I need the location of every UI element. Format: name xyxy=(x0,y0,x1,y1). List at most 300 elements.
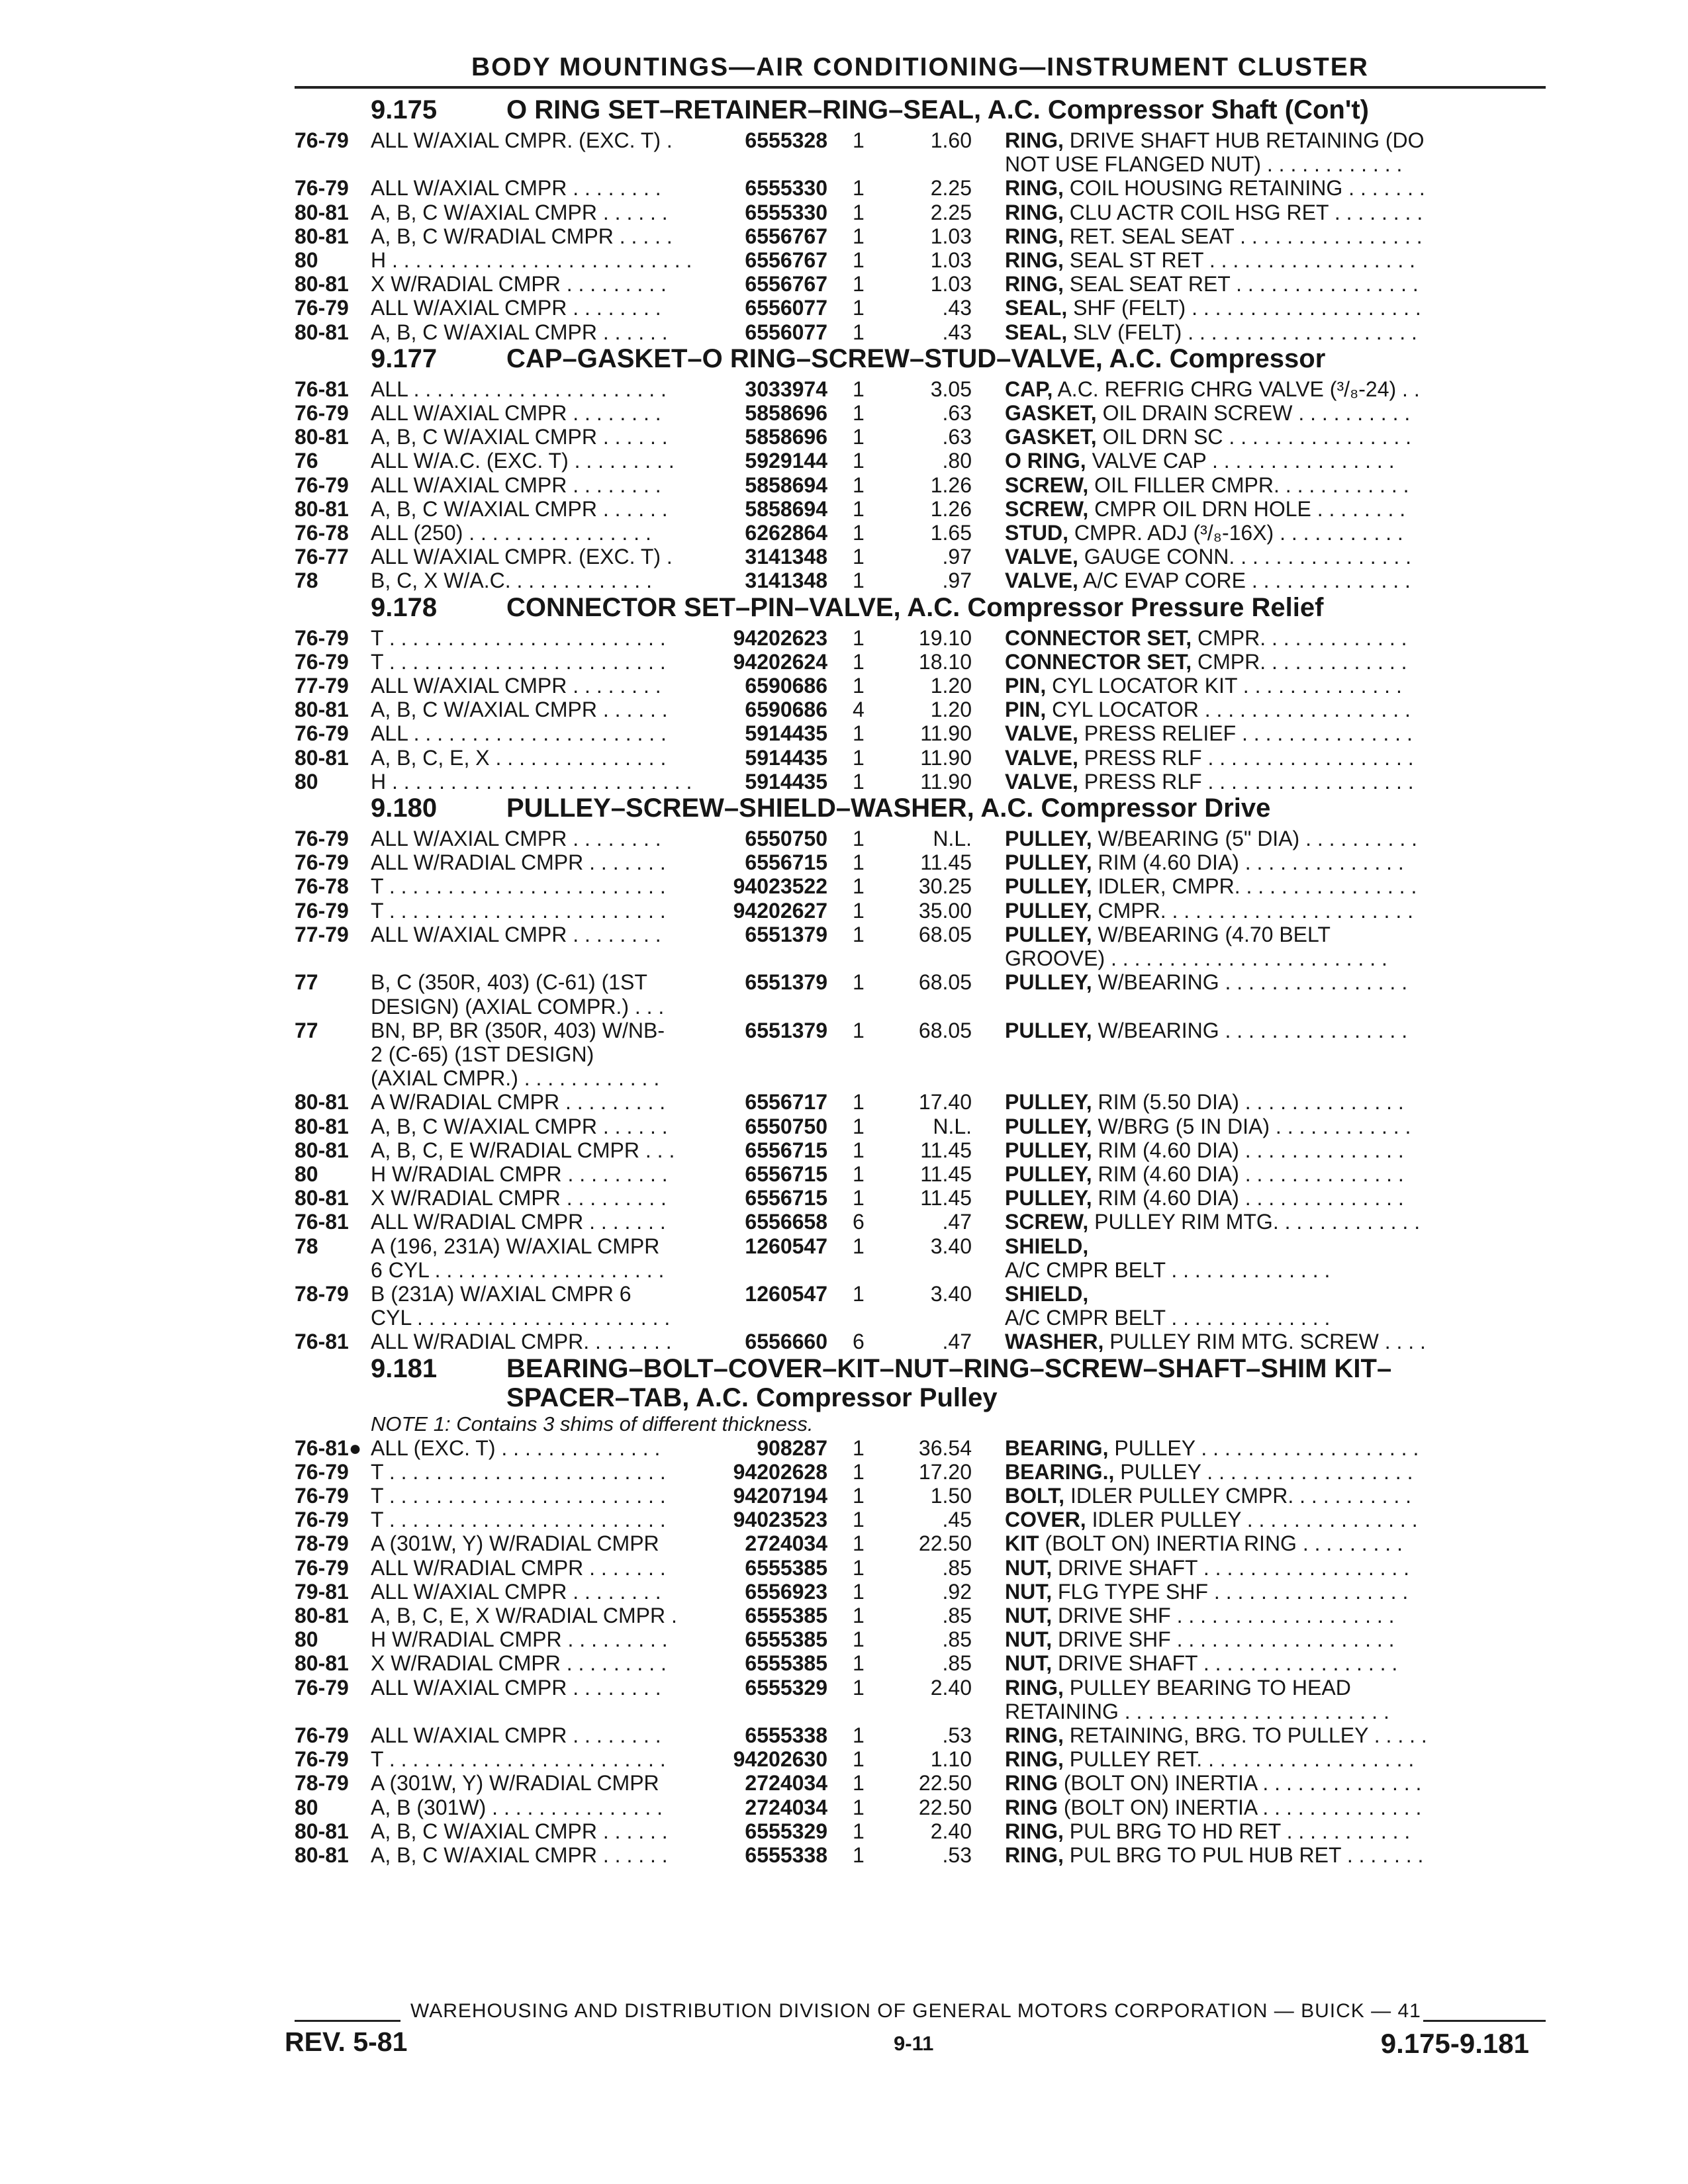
price: 11.90 xyxy=(920,769,972,794)
description xyxy=(1005,1019,1546,1042)
application: ALL W/AXIAL CMPR . . . . . . . . xyxy=(371,1675,661,1700)
description-keyword: RING, xyxy=(1005,128,1064,152)
application: T . . . . . . . . . . . . . . . . . . . . . . . . xyxy=(371,649,666,674)
page-title: BODY MOUNTINGS—AIR CONDITIONING—INSTRUMENT CLUSTER xyxy=(471,53,1369,81)
description-text: VALVE CAP . . . . . . . . . . . . . . . . xyxy=(1086,449,1395,473)
part-number: 6555338 xyxy=(745,1843,827,1867)
price: 1.65 xyxy=(930,521,972,545)
price: 17.40 xyxy=(918,1090,972,1115)
description-keyword: COVER, xyxy=(1005,1508,1086,1532)
application: ALL W/AXIAL CMPR . . . . . . . . xyxy=(371,176,661,201)
price: .80 xyxy=(942,449,972,473)
part-row xyxy=(295,770,1546,794)
price: .85 xyxy=(942,1651,972,1676)
model-years: 77 xyxy=(295,970,318,995)
model-years: 79-81 xyxy=(295,1579,349,1604)
quantity: 1 xyxy=(853,745,865,770)
description xyxy=(1005,1138,1546,1162)
part-row xyxy=(295,320,1546,344)
description-text: W/BEARING . . . . . . . . . . . . . . . . xyxy=(1092,970,1408,995)
quantity: 1 xyxy=(853,1603,865,1627)
quantity: 1 xyxy=(853,496,865,521)
quantity: 1 xyxy=(853,721,865,746)
description xyxy=(1005,899,1546,923)
part-number: 3141348 xyxy=(745,545,827,569)
description-text: IDLER PULLEY CMPR. . . . . . . . . . . xyxy=(1064,1483,1412,1508)
price: 68.05 xyxy=(918,1018,972,1042)
parts-sections xyxy=(295,95,1546,1867)
part-number: 94202624 xyxy=(733,649,827,674)
part-number: 2724034 xyxy=(745,1531,827,1556)
part-row xyxy=(295,1186,1546,1210)
description-text: SHF (FELT) . . . . . . . . . . . . . . . . . . . . xyxy=(1067,296,1421,320)
description-text: A/C CMPR BELT . . . . . . . . . . . . . . xyxy=(1005,1257,1331,1282)
part-number: 94202623 xyxy=(733,625,827,650)
price: .97 xyxy=(942,545,972,569)
description xyxy=(1005,1484,1546,1508)
description-text: GAUGE CONN. . . . . . . . . . . . . . . . xyxy=(1078,545,1412,569)
model-years: 80 xyxy=(295,1795,318,1819)
description xyxy=(1005,401,1546,425)
description-keyword: PULLEY, xyxy=(1005,898,1092,923)
description-keyword: PIN, xyxy=(1005,698,1047,722)
application: A, B (301W) . . . . . . . . . . . . . . . xyxy=(371,1795,663,1819)
description-keyword: RING xyxy=(1005,1795,1058,1819)
application: X W/RADIAL CMPR . . . . . . . . . xyxy=(371,272,667,296)
description-keyword: VALVE, xyxy=(1005,545,1078,569)
quantity: 1 xyxy=(853,1114,865,1138)
part-row xyxy=(295,1460,1546,1484)
part-row xyxy=(295,401,1546,425)
description-text: SEAL SEAT RET . . . . . . . . . . . . . . . . xyxy=(1063,272,1419,296)
application: ALL W/RADIAL CMPR. . . . . . . . xyxy=(371,1330,672,1354)
price: 2.25 xyxy=(930,200,972,224)
description xyxy=(1005,497,1546,521)
quantity: 1 xyxy=(853,1795,865,1819)
description-text: CMPR. . . . . . . . . . . . . . . . . . . . . . xyxy=(1092,898,1413,923)
part-number: 6556715 xyxy=(745,1161,827,1186)
description-text: CMPR OIL DRN HOLE . . . . . . . . xyxy=(1088,496,1406,521)
part-row xyxy=(295,899,1546,923)
revision-label: REV. 5-81 xyxy=(285,2026,408,2057)
description-text: W/BRG (5 IN DIA) . . . . . . . . . . . . xyxy=(1092,1114,1411,1138)
part-number: 6556077 xyxy=(745,296,827,320)
description-keyword: PULLEY, xyxy=(1005,874,1092,899)
description xyxy=(1005,1508,1546,1531)
description xyxy=(1005,176,1546,200)
application: A, B, C W/AXIAL CMPR . . . . . . xyxy=(371,320,668,344)
description xyxy=(1005,1627,1546,1651)
description xyxy=(1005,320,1546,344)
quantity: 1 xyxy=(853,1579,865,1604)
description-keyword: BOLT, xyxy=(1005,1483,1065,1508)
model-years: 76-77 xyxy=(295,545,349,569)
description xyxy=(1005,201,1546,224)
section-header xyxy=(295,593,1546,626)
model-years: 80-81 xyxy=(295,1090,349,1115)
description xyxy=(1005,1162,1546,1186)
model-years: 77-79 xyxy=(295,922,349,946)
description xyxy=(1005,626,1546,650)
application: ALL W/A.C. (EXC. T) . . . . . . . . . xyxy=(371,449,675,473)
part-row xyxy=(295,1138,1546,1162)
section-title: CAP–GASKET–O RING–SCREW–STUD–VALVE, A.C. Compressor xyxy=(506,343,1326,373)
description-text: (BOLT ON) INERTIA . . . . . . . . . . . . . . xyxy=(1058,1771,1422,1796)
model-years: 76-79 xyxy=(295,1723,349,1747)
application: X W/RADIAL CMPR . . . . . . . . . xyxy=(371,1651,667,1676)
description-keyword: GASKET, xyxy=(1005,401,1097,426)
description-text: A.C. REFRIG CHRG VALVE (³/₈-24) . . xyxy=(1053,377,1420,401)
description-text: PULLEY . . . . . . . . . . . . . . . . . . . xyxy=(1108,1435,1419,1460)
application: ALL W/AXIAL CMPR . . . . . . . . xyxy=(371,922,661,946)
application: B (231A) W/AXIAL CMPR 6 CYL . . . . . . . . . . . . . . . . . . . . . . xyxy=(371,1281,671,1330)
description-keyword: STUD, xyxy=(1005,521,1068,545)
part-row xyxy=(295,1819,1546,1843)
part-number: 94202627 xyxy=(733,898,827,923)
part-number: 6555330 xyxy=(745,176,827,201)
part-number: 6555385 xyxy=(745,1627,827,1652)
application: ALL W/AXIAL CMPR . . . . . . . . xyxy=(371,1723,661,1747)
part-row xyxy=(295,1330,1546,1353)
description-text: CYL LOCATOR . . . . . . . . . . . . . . . . . . xyxy=(1046,698,1411,722)
description-text: FLG TYPE SHF . . . . . . . . . . . . . . . . . xyxy=(1052,1579,1409,1604)
quantity: 1 xyxy=(853,545,865,569)
description-text: RIM (5.50 DIA) . . . . . . . . . . . . . . xyxy=(1092,1090,1404,1115)
price: 3.05 xyxy=(930,377,972,401)
part-row xyxy=(295,201,1546,224)
section-title: BEARING–BOLT–COVER–KIT–NUT–RING–SCREW–SHAFT–SHIM KIT– SPACER–TAB, A.C. Compressor Pulley xyxy=(506,1353,1392,1412)
description-text: DRIVE SHAFT HUB RETAINING (DO NOT USE FLANGED NUT) . . . . . . . . . . . . xyxy=(1005,128,1425,177)
description xyxy=(1005,521,1546,545)
quantity: 1 xyxy=(853,473,865,497)
part-row xyxy=(295,827,1546,850)
part-row xyxy=(295,128,1546,176)
price: 2.25 xyxy=(930,176,972,201)
application: T . . . . . . . . . . . . . . . . . . . . . . . . xyxy=(371,625,666,650)
part-row xyxy=(295,650,1546,674)
application: ALL W/AXIAL CMPR . . . . . . . . xyxy=(371,473,661,497)
description xyxy=(1005,1210,1546,1234)
description-text: COIL HOUSING RETAINING . . . . . . . xyxy=(1063,176,1425,201)
price: 19.10 xyxy=(918,625,972,650)
description-keyword: PULLEY, xyxy=(1005,1090,1092,1115)
part-number: 6555329 xyxy=(745,1819,827,1843)
quantity: 1 xyxy=(853,128,865,152)
quantity: 1 xyxy=(853,377,865,401)
model-years: 76-79 xyxy=(295,850,349,875)
model-years: 76-79 xyxy=(295,1508,349,1532)
description xyxy=(1005,296,1546,320)
quantity: 1 xyxy=(853,625,865,650)
price: .45 xyxy=(942,1508,972,1532)
description-keyword: VALVE, xyxy=(1005,745,1078,770)
application: A (301W, Y) W/RADIAL CMPR xyxy=(371,1771,659,1796)
description xyxy=(1005,1234,1546,1282)
part-row xyxy=(295,449,1546,473)
description-keyword: SCREW, xyxy=(1005,473,1089,497)
price: 22.50 xyxy=(918,1795,972,1819)
model-years: 76-81● xyxy=(295,1435,362,1460)
quantity: 4 xyxy=(853,698,865,722)
application: A, B, C W/RADIAL CMPR . . . . . xyxy=(371,224,673,248)
application: ALL W/AXIAL CMPR . . . . . . . . xyxy=(371,401,661,426)
part-number: 1260547 xyxy=(745,1281,827,1306)
description xyxy=(1005,1604,1546,1627)
quantity: 1 xyxy=(853,176,865,201)
description-keyword: PULLEY, xyxy=(1005,1161,1092,1186)
description-keyword: NUT, xyxy=(1005,1555,1053,1580)
description xyxy=(1005,1747,1546,1771)
model-years: 80-81 xyxy=(295,272,349,296)
section-number: 9.180 xyxy=(371,794,438,823)
description-text: SLV (FELT) . . . . . . . . . . . . . . . . . . . . xyxy=(1067,320,1417,344)
price: 2.40 xyxy=(930,1819,972,1843)
part-row xyxy=(295,176,1546,200)
description xyxy=(1005,874,1546,898)
description-keyword: RING, xyxy=(1005,200,1064,224)
part-number: 6556715 xyxy=(745,850,827,875)
description xyxy=(1005,1819,1546,1843)
model-years: 76-79 xyxy=(295,827,349,851)
description-text: DRIVE SHAFT . . . . . . . . . . . . . . . . . . xyxy=(1052,1555,1410,1580)
application: ALL W/RADIAL CMPR . . . . . . . xyxy=(371,850,666,875)
price: 30.25 xyxy=(918,874,972,899)
description xyxy=(1005,1651,1546,1675)
description xyxy=(1005,970,1546,994)
part-row xyxy=(295,377,1546,401)
application: T . . . . . . . . . . . . . . . . . . . . . . . . xyxy=(371,898,666,923)
description xyxy=(1005,1186,1546,1210)
part-number: 3141348 xyxy=(745,569,827,593)
description-keyword: RING, xyxy=(1005,272,1064,296)
part-number: 6556077 xyxy=(745,320,827,344)
part-row xyxy=(295,1723,1546,1747)
application: ALL (250) . . . . . . . . . . . . . . . . xyxy=(371,521,651,545)
part-row xyxy=(295,1556,1546,1580)
description-keyword: RING, xyxy=(1005,1675,1064,1700)
quantity: 1 xyxy=(853,272,865,296)
application: A, B, C W/AXIAL CMPR . . . . . . xyxy=(371,698,668,722)
price: 11.45 xyxy=(920,850,972,875)
model-years: 80-81 xyxy=(295,1138,349,1162)
part-number: 94023522 xyxy=(733,874,827,899)
description-keyword: CONNECTOR SET, xyxy=(1005,625,1192,650)
description xyxy=(1005,850,1546,874)
description-text: RIM (4.60 DIA) . . . . . . . . . . . . . . xyxy=(1092,850,1404,875)
model-years: 80 xyxy=(295,1627,318,1652)
quantity: 6 xyxy=(853,1210,865,1234)
price: 36.54 xyxy=(918,1435,972,1460)
part-number: 2724034 xyxy=(745,1771,827,1796)
application: T . . . . . . . . . . . . . . . . . . . . . . . . xyxy=(371,1483,666,1508)
application: A, B, C W/AXIAL CMPR . . . . . . xyxy=(371,1114,668,1138)
description-keyword: RING, xyxy=(1005,224,1064,248)
quantity: 1 xyxy=(853,1138,865,1162)
description-keyword: RING, xyxy=(1005,1819,1064,1843)
quantity: 1 xyxy=(853,296,865,320)
description xyxy=(1005,449,1546,473)
model-years: 80-81 xyxy=(295,1651,349,1676)
model-years: 80 xyxy=(295,769,318,794)
description-keyword: PULLEY, xyxy=(1005,1114,1092,1138)
part-row xyxy=(295,698,1546,721)
application: T . . . . . . . . . . . . . . . . . . . . . . . . xyxy=(371,1459,666,1484)
application: H W/RADIAL CMPR . . . . . . . . . xyxy=(371,1627,668,1652)
part-row xyxy=(295,1115,1546,1138)
description xyxy=(1005,1843,1546,1867)
part-row xyxy=(295,1843,1546,1867)
application: ALL W/AXIAL CMPR. (EXC. T) . xyxy=(371,545,673,569)
description-text: W/BEARING (5" DIA) . . . . . . . . . . xyxy=(1092,827,1417,851)
part-number: 3033974 xyxy=(745,377,827,401)
price: .63 xyxy=(942,401,972,426)
description-keyword: CAP, xyxy=(1005,377,1053,401)
description-text: PUL BRG TO PUL HUB RET . . . . . . . xyxy=(1063,1843,1424,1867)
price: 1.50 xyxy=(930,1483,972,1508)
description-keyword: VALVE, xyxy=(1005,721,1078,746)
application: A, B, C W/AXIAL CMPR . . . . . . xyxy=(371,1819,668,1843)
application: ALL W/AXIAL CMPR . . . . . . . . xyxy=(371,1579,661,1604)
description-keyword: RING, xyxy=(1005,248,1064,273)
description-text: OIL FILLER CMPR. . . . . . . . . . . . xyxy=(1088,473,1409,497)
part-number: 94207194 xyxy=(733,1483,827,1508)
description xyxy=(1005,1436,1546,1460)
part-row xyxy=(295,1234,1546,1282)
model-years: 76-79 xyxy=(295,721,349,746)
price: 1.20 xyxy=(930,674,972,698)
description-keyword: NUT, xyxy=(1005,1651,1053,1676)
application: H W/RADIAL CMPR . . . . . . . . . xyxy=(371,1161,668,1186)
application: A (196, 231A) W/AXIAL CMPR 6 CYL . . . . . . . . . . . . . . . . . . . . xyxy=(371,1234,665,1282)
description-keyword: SEAL, xyxy=(1005,320,1068,344)
description-keyword: NUT, xyxy=(1005,1603,1053,1627)
quantity: 1 xyxy=(853,970,865,995)
section-title: O RING SET–RETAINER–RING–SEAL, A.C. Compressor Shaft (Con't) xyxy=(506,95,1369,124)
part-row xyxy=(295,626,1546,650)
price: 22.50 xyxy=(918,1771,972,1796)
description xyxy=(1005,545,1546,569)
model-years: 76-81 xyxy=(295,1330,349,1354)
quantity: 1 xyxy=(853,874,865,899)
description xyxy=(1005,1282,1546,1330)
price: 2.40 xyxy=(930,1675,972,1700)
part-number: 5929144 xyxy=(745,449,827,473)
quantity: 1 xyxy=(853,1459,865,1484)
application: ALL W/RADIAL CMPR . . . . . . . xyxy=(371,1555,666,1580)
quantity: 1 xyxy=(853,922,865,946)
description xyxy=(1005,1556,1546,1580)
description-keyword: RING, xyxy=(1005,1723,1064,1747)
part-number: 6556715 xyxy=(745,1186,827,1210)
section-note: NOTE 1: Contains 3 shims of different thickness. xyxy=(371,1412,814,1435)
description-text: OIL DRN SC . . . . . . . . . . . . . . . . xyxy=(1096,425,1412,449)
part-row xyxy=(295,1771,1546,1795)
part-number: 6555338 xyxy=(745,1723,827,1747)
part-row xyxy=(295,521,1546,545)
quantity: 1 xyxy=(853,1555,865,1580)
description xyxy=(1005,770,1546,794)
part-row xyxy=(295,1436,1546,1460)
model-years: 78 xyxy=(295,1234,318,1258)
description-text: CMPR. ADJ (³/₈-16X) . . . . . . . . . . . xyxy=(1068,521,1403,545)
application: B, C (350R, 403) (C-61) (1ST DESIGN) (AXIAL COMPR.) . . . xyxy=(371,970,665,1019)
model-years: 76-79 xyxy=(295,1555,349,1580)
description-text: IDLER, CMPR. . . . . . . . . . . . . . . . xyxy=(1092,874,1417,899)
price: .47 xyxy=(942,1330,972,1354)
description-text: (BOLT ON) INERTIA RING . . . . . . . . . xyxy=(1039,1531,1403,1556)
quantity: 1 xyxy=(853,1281,865,1306)
quantity: 1 xyxy=(853,1435,865,1460)
part-number: 1260547 xyxy=(745,1234,827,1258)
model-years: 78-79 xyxy=(295,1531,349,1556)
description-text: PULLEY BEARING TO HEAD RETAINING . . . . . . . . . . . . . . . . . . . . . . . xyxy=(1005,1675,1389,1723)
part-row xyxy=(295,1019,1546,1091)
quantity: 1 xyxy=(853,1483,865,1508)
description xyxy=(1005,746,1546,770)
application: X W/RADIAL CMPR . . . . . . . . . xyxy=(371,1186,667,1210)
part-number: 908287 xyxy=(757,1435,827,1460)
part-number: 6556767 xyxy=(745,272,827,296)
price: .85 xyxy=(942,1555,972,1580)
description-keyword: VALVE, xyxy=(1005,569,1078,593)
quantity: 1 xyxy=(853,674,865,698)
quantity: 1 xyxy=(853,320,865,344)
part-row xyxy=(295,1580,1546,1604)
part-number: 5914435 xyxy=(745,769,827,794)
description-keyword: PIN, xyxy=(1005,674,1047,698)
model-years: 77-79 xyxy=(295,674,349,698)
model-years: 80-81 xyxy=(295,1186,349,1210)
price: .43 xyxy=(942,320,972,344)
part-number: 6555385 xyxy=(745,1555,827,1580)
description-text: (BOLT ON) INERTIA . . . . . . . . . . . . . . xyxy=(1058,1795,1422,1819)
part-number: 5914435 xyxy=(745,745,827,770)
description-text: OIL DRAIN SCREW . . . . . . . . . . xyxy=(1096,401,1411,426)
model-years: 80-81 xyxy=(295,698,349,722)
application: A, B, C W/AXIAL CMPR . . . . . . xyxy=(371,1843,668,1867)
model-years: 76-79 xyxy=(295,401,349,426)
part-row xyxy=(295,746,1546,770)
description-text: RETAINING, BRG. TO PULLEY . . . . . xyxy=(1063,1723,1427,1747)
price: 11.90 xyxy=(920,721,972,746)
description-keyword: SCREW, xyxy=(1005,496,1089,521)
model-years: 76-79 xyxy=(295,1483,349,1508)
part-number: 6556717 xyxy=(745,1090,827,1115)
price: .97 xyxy=(942,569,972,593)
section-header xyxy=(295,1354,1546,1412)
price: 1.03 xyxy=(930,272,972,296)
application: ALL W/AXIAL CMPR. (EXC. T) . xyxy=(371,128,673,152)
application: H . . . . . . . . . . . . . . . . . . . . . . . . . . xyxy=(371,248,692,273)
description-text: CLU ACTR COIL HSG RET . . . . . . . . xyxy=(1063,200,1423,224)
part-number: 6555329 xyxy=(745,1675,827,1700)
description-keyword: NUT, xyxy=(1005,1579,1053,1604)
description-text: PUL BRG TO HD RET . . . . . . . . . . . xyxy=(1063,1819,1411,1843)
description-keyword: RING, xyxy=(1005,176,1064,201)
description xyxy=(1005,272,1546,296)
part-number: 6555385 xyxy=(745,1651,827,1676)
model-years: 76-79 xyxy=(295,1675,349,1700)
price: .85 xyxy=(942,1627,972,1652)
description xyxy=(1005,674,1546,698)
application: ALL (EXC. T) . . . . . . . . . . . . . . xyxy=(371,1435,661,1460)
quantity: 1 xyxy=(853,401,865,426)
description xyxy=(1005,569,1546,592)
description-keyword: BEARING., xyxy=(1005,1459,1115,1484)
description-text: PULLEY . . . . . . . . . . . . . . . . . . xyxy=(1114,1459,1413,1484)
description-text: PRESS RLF . . . . . . . . . . . . . . . . . . xyxy=(1078,745,1414,770)
description-text: CMPR. . . . . . . . . . . . . xyxy=(1192,649,1407,674)
